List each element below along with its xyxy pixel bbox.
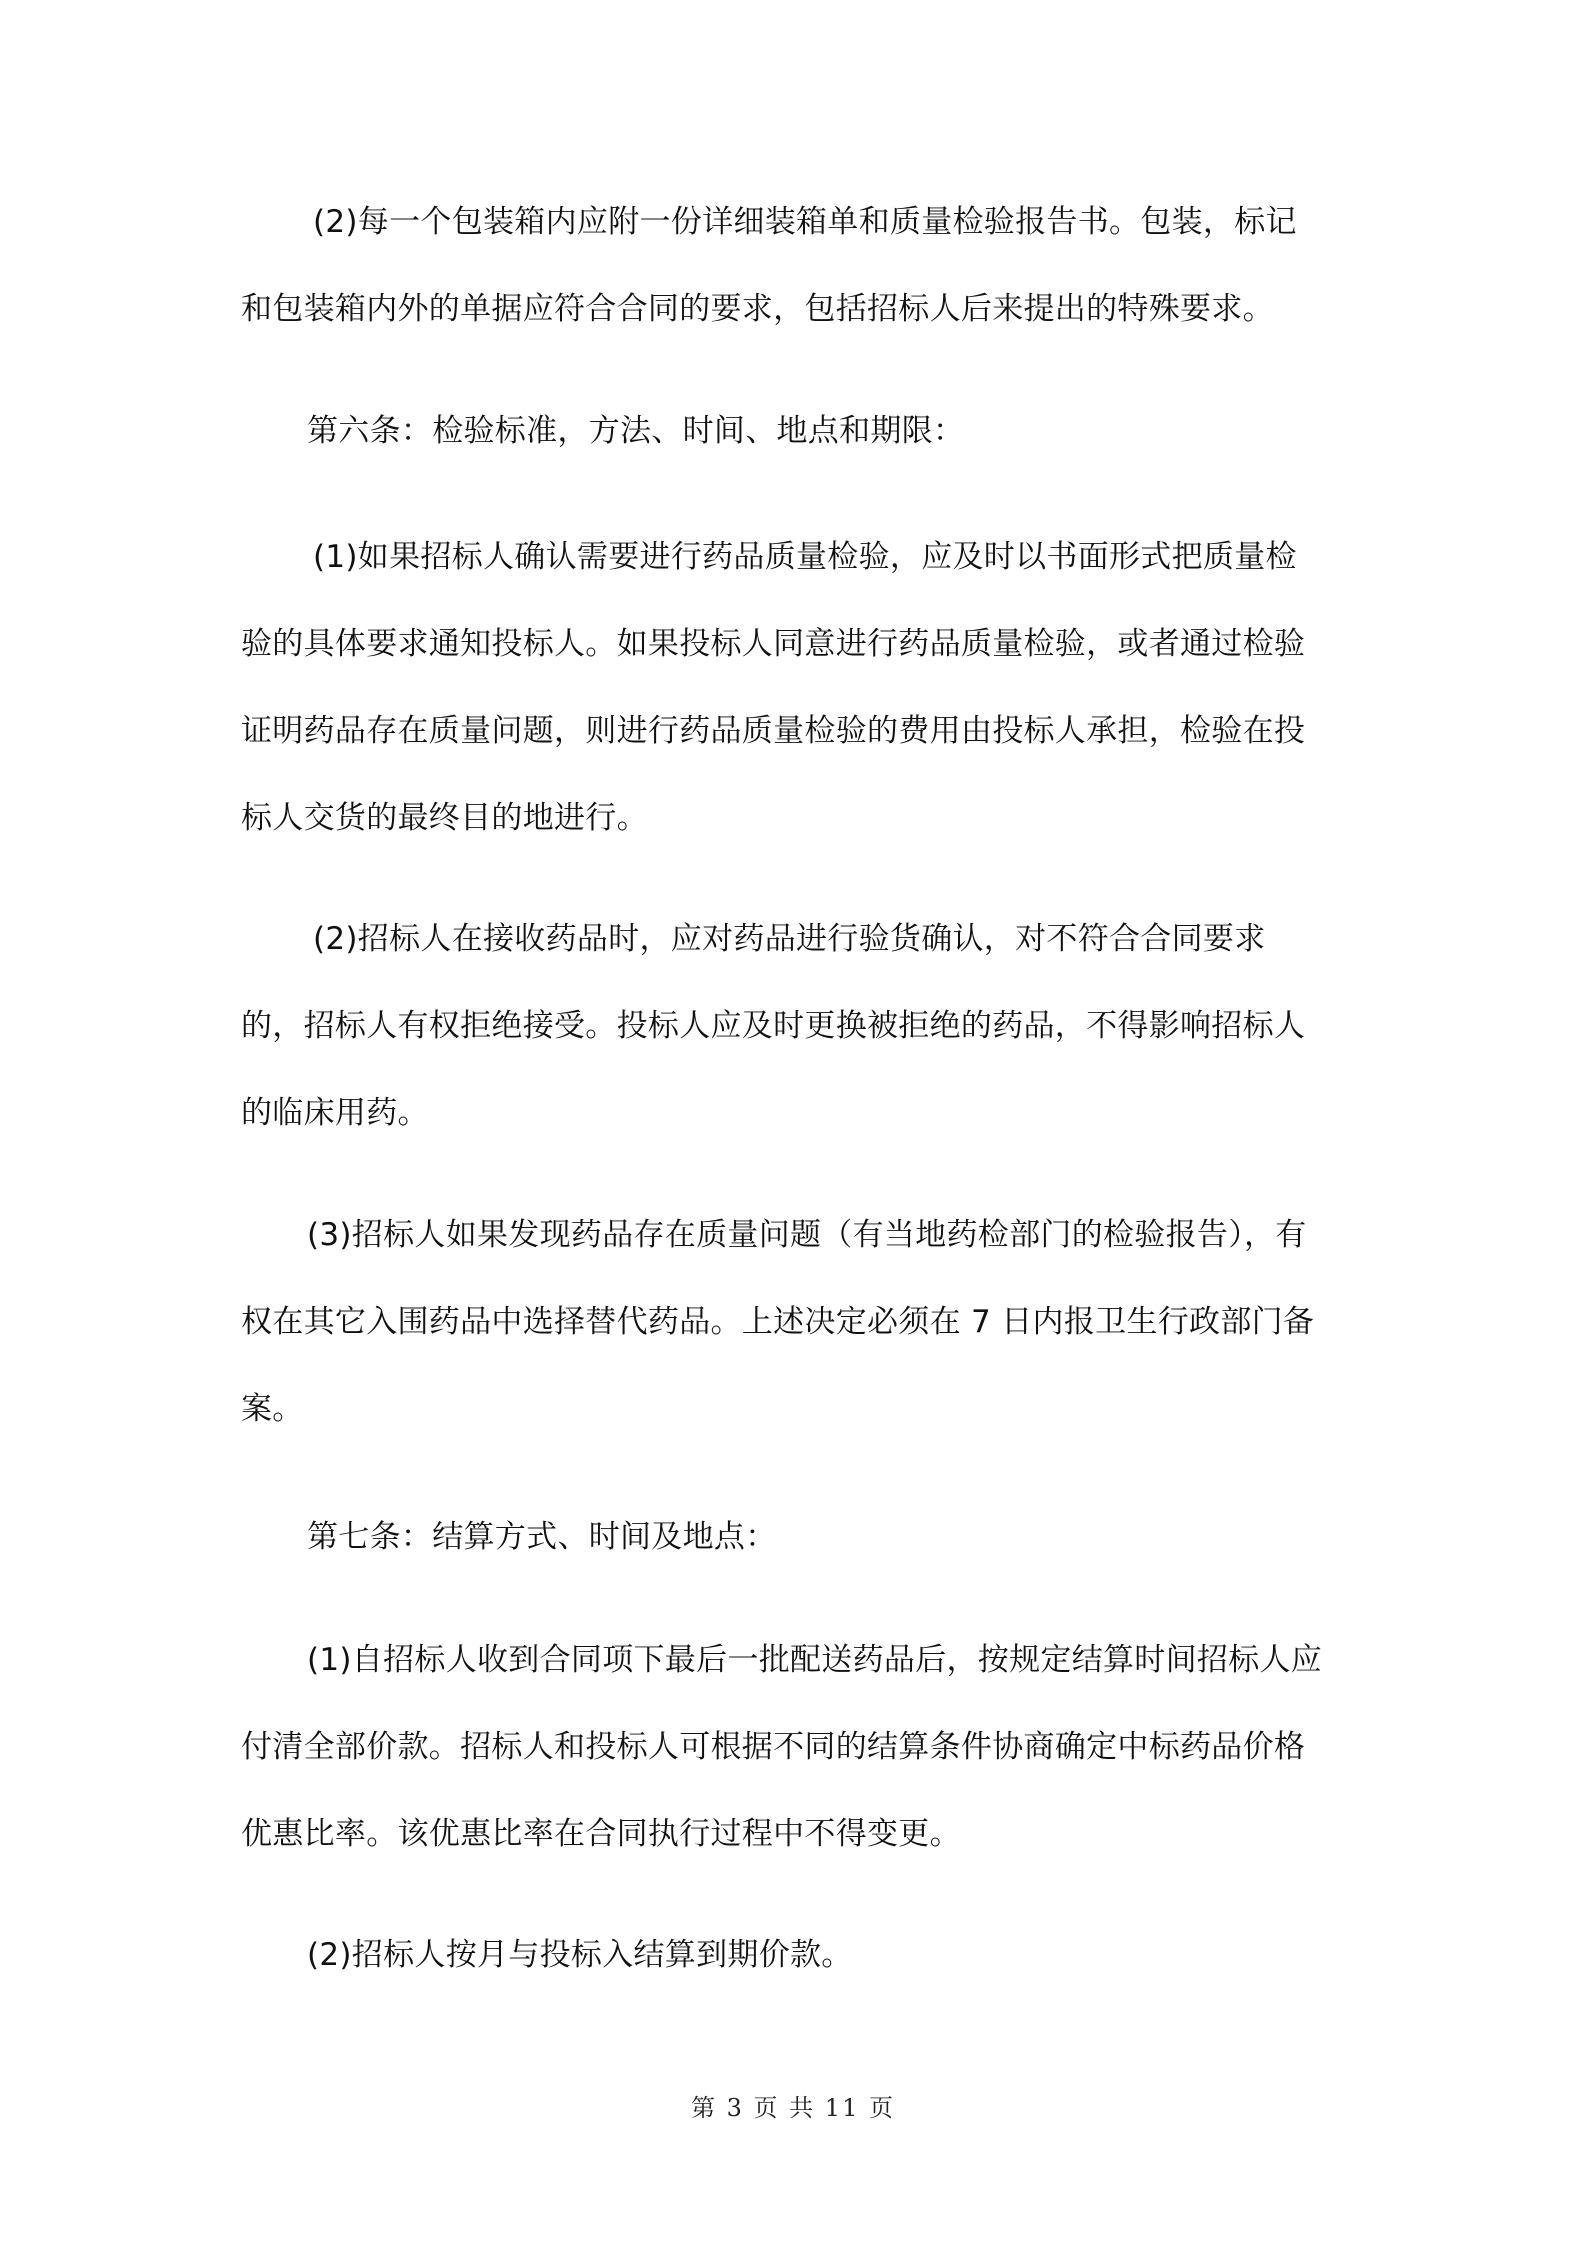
paragraph-packing-list	[241, 179, 1361, 353]
text-line: 第七条：结算方式、时间及地点：	[307, 1519, 777, 1555]
text-line: 的临床用药。	[241, 1095, 429, 1131]
text-line: 第六条：检验标准，方法、时间、地点和期限：	[307, 413, 965, 449]
paragraph-settlement-payment	[241, 1617, 1361, 1878]
text-line: (3)招标人如果发现药品存在质量问题（有当地药检部门的检验报告），有	[307, 1217, 1307, 1253]
text-line: 和包装箱内外的单据应符合合同的要求，包括招标人后来提出的特殊要求。	[241, 291, 1274, 327]
paragraph-quality-issue	[241, 1192, 1361, 1453]
text-line: 标人交货的最终目的地进行。	[241, 800, 648, 836]
paragraph-inspection-request	[241, 514, 1361, 862]
text-line: 权在其它入围药品中选择替代药品。上述决定必须在 7 日内报卫生行政部门备	[241, 1304, 1315, 1340]
paragraph-acceptance-check	[241, 896, 1361, 1157]
page-number-footer: 第 3 页 共 11 页	[691, 2094, 895, 2122]
text-line: (1)如果招标人确认需要进行药品质量检验，应及时以书面形式把质量检	[313, 539, 1297, 575]
text-line: 付清全部价款。招标人和投标人可根据不同的结算条件协商确定中标药品价格	[241, 1729, 1306, 1765]
text-line: (1)自招标人收到合同项下最后一批配送药品后，按规定结算时间招标人应	[307, 1642, 1323, 1678]
text-line: 的，招标人有权拒绝接受。投标人应及时更换被拒绝的药品，不得影响招标人	[241, 1008, 1306, 1044]
text-line: (2)每一个包装箱内应附一份详细装箱单和质量检验报告书。包装，标记	[313, 204, 1297, 240]
text-line: 案。	[241, 1391, 304, 1427]
text-line: 优惠比率。该优惠比率在合同执行过程中不得变更。	[241, 1816, 961, 1852]
text-line: (2)招标人按月与投标入结算到期价款。	[307, 1937, 853, 1973]
text-line: 验的具体要求通知投标人。如果投标人同意进行药品质量检验，或者通过检验	[241, 626, 1306, 662]
text-line: 证明药品存在质量问题，则进行药品质量检验的费用由投标人承担，检验在投	[241, 713, 1306, 749]
text-line: (2)招标人在接收药品时，应对药品进行验货确认，对不符合合同要求	[313, 921, 1266, 957]
heading-article-7	[241, 1494, 1361, 1581]
heading-article-6	[241, 388, 1361, 475]
paragraph-monthly-settlement	[241, 1912, 1361, 1999]
